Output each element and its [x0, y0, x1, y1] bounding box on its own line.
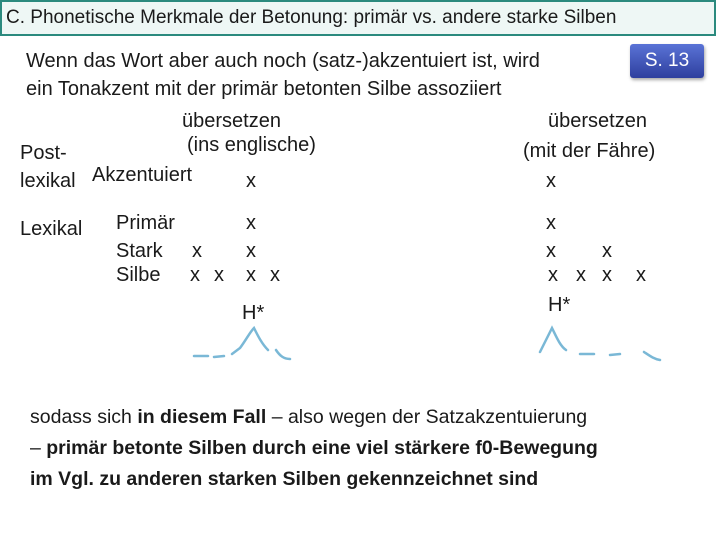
- conclusion-l1-bold: in diesem Fall: [137, 406, 267, 428]
- label-lexical: Lexikal: [20, 218, 83, 240]
- mark-right-syllable-4: x: [636, 264, 646, 286]
- contour-right: [540, 328, 660, 360]
- conclusion-l1-a: sodass sich: [30, 406, 138, 428]
- conclusion-l2-a: –: [30, 437, 47, 459]
- intro-line-1: Wenn das Wort aber auch noch (satz-)akzentuiert ist, wird: [26, 50, 540, 72]
- mark-accent-left: x: [246, 170, 256, 192]
- page-number-badge: S. 13: [630, 44, 704, 78]
- right-column-subheader: (mit der Fähre): [523, 140, 656, 162]
- conclusion-line-1: [30, 402, 587, 433]
- left-column-subheader: (ins englische): [187, 134, 316, 156]
- left-column-header: übersetzen: [182, 110, 281, 132]
- contour-left: [194, 328, 290, 359]
- conclusion-l1-c: – also wegen der Satzakzentuierung: [266, 406, 588, 428]
- mark-left-strong-1: x: [192, 240, 202, 262]
- conclusion-line-2: [30, 433, 598, 464]
- label-silbe: Silbe: [116, 264, 161, 286]
- mark-right-syllable-2: x: [576, 264, 586, 286]
- mark-right-strong-2: x: [602, 240, 612, 262]
- slide-title: C. Phonetische Merkmale der Betonung: primär vs. andere starke Silben: [6, 7, 617, 28]
- right-column-header: übersetzen: [548, 110, 647, 132]
- mark-left-strong-2: x: [246, 240, 256, 262]
- pitch-accent-right: H*: [548, 294, 571, 316]
- mark-left-syllable-1: x: [190, 264, 200, 286]
- conclusion-l3-bold: im Vgl. zu anderen starken Silben gekennzeichnet sind: [30, 468, 539, 490]
- conclusion-l2-bold: primär betonte Silben durch eine viel stärkere f0-Bewegung: [46, 437, 598, 459]
- mark-accent-right: x: [546, 170, 556, 192]
- mark-right-primary: x: [546, 212, 556, 234]
- pitch-accent-left: H*: [242, 302, 265, 324]
- mark-right-strong-1: x: [546, 240, 556, 262]
- label-akzentuiert: Akzentuiert: [92, 164, 193, 186]
- mark-left-syllable-3: x: [246, 264, 256, 286]
- label-post: Post-: [20, 142, 67, 164]
- mark-left-syllable-2: x: [214, 264, 224, 286]
- label-primaer: Primär: [116, 212, 175, 234]
- label-lexikal: lexikal: [20, 170, 76, 192]
- mark-right-syllable-1: x: [548, 264, 558, 286]
- mark-left-syllable-4: x: [270, 264, 280, 286]
- intro-line-2: ein Tonakzent mit der primär betonten Silbe assoziiert: [26, 78, 502, 100]
- mark-right-syllable-3: x: [602, 264, 612, 286]
- conclusion-line-3: [30, 464, 538, 495]
- label-stark: Stark: [116, 240, 163, 262]
- mark-left-primary: x: [246, 212, 256, 234]
